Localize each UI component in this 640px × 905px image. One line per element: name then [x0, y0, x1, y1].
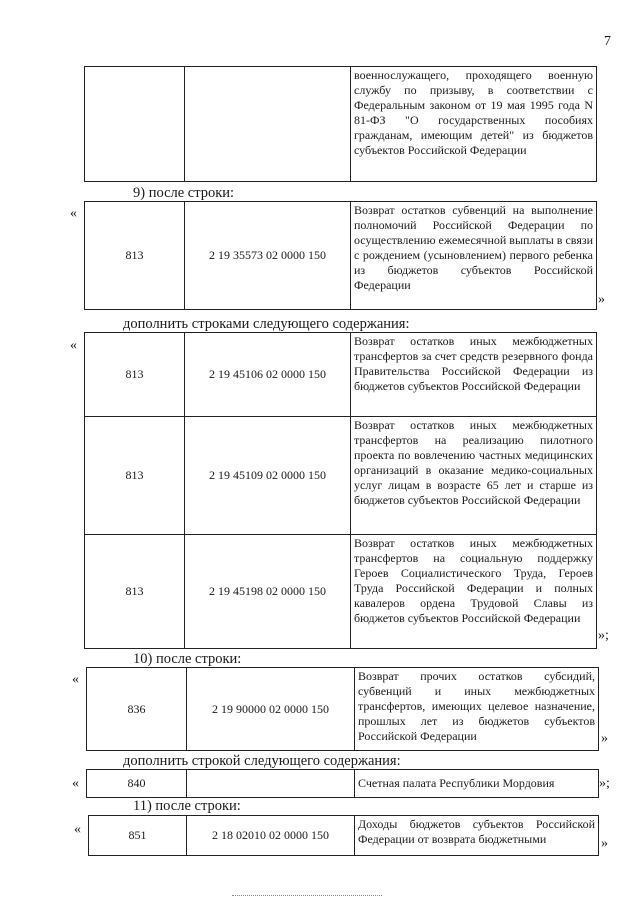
kbk-cell: 2 19 45106 02 0000 150: [185, 333, 351, 417]
table-row: [85, 202, 597, 310]
close-quote: »;: [599, 776, 610, 791]
section-11-table: [88, 815, 599, 856]
open-quote: «: [70, 206, 77, 221]
code-cell: [85, 67, 185, 182]
description-cell: военнослужащего, проходящего военную службу по призыву, в соответствии с Федеральным законом от 19 мая 1995 года N 81-ФЗ "О государственных пособиях гражданам, имеющим детей" из бюджетов субъектов Российской Федерации: [351, 67, 597, 182]
open-quote: «: [74, 822, 81, 837]
close-quote: »: [601, 836, 608, 851]
bottom-dotted-line: [232, 895, 382, 896]
table-row: [85, 67, 597, 182]
description-cell: Возврат остатков иных межбюджетных трансфертов на социальную поддержку Героев Социалистического Труда, Героев Труда Российской Федерации и полных кавалеров ордена Трудовой Славы из бюджетов субъектов Российской Федерации: [351, 535, 597, 649]
page-number: 7: [604, 34, 611, 49]
section-10-heading: 10) после строки:: [133, 651, 242, 667]
section-11-heading: 11) после строки:: [133, 798, 241, 814]
kbk-cell: 2 18 02010 02 0000 150: [187, 816, 355, 856]
kbk-cell: 2 19 35573 02 0000 150: [185, 202, 351, 310]
code-cell: 840: [87, 770, 187, 798]
continuation-table: [84, 66, 597, 182]
description-cell: Доходы бюджетов субъектов Российской Федерации от возврата бюджетными: [355, 816, 599, 856]
kbk-cell: [187, 770, 355, 798]
open-quote: «: [72, 776, 79, 791]
description-cell: Возврат остатков иных межбюджетных трансфертов за счет средств резервного фонда Правительства Российской Федерации из бюджетов субъектов Российской Федерации: [351, 333, 597, 417]
open-quote: «: [72, 672, 79, 687]
description-cell: Возврат остатков иных межбюджетных трансфертов на реализацию пилотного проекта по вовлечению частных медицинских организаций в оказание медико-социальных услуг лицам в возрасте 65 лет и старше из бюджетов субъектов Российской Федерации: [351, 417, 597, 535]
close-quote: »: [601, 731, 608, 746]
kbk-cell: 2 19 45109 02 0000 150: [185, 417, 351, 535]
code-cell: 813: [85, 417, 185, 535]
kbk-cell: 2 19 45198 02 0000 150: [185, 535, 351, 649]
add-rows-table: [84, 332, 597, 649]
open-quote: «: [70, 338, 77, 353]
description-cell: Возврат прочих остатков субсидий, субвенций и иных межбюджетных трансфертов, имеющих целевое назначение, прошлых лет из бюджетов субъектов Российской Федерации: [355, 668, 599, 751]
section-9-heading: 9) после строки:: [133, 185, 235, 201]
close-quote: »: [598, 292, 605, 307]
description-cell: Счетная палата Республики Мордовия: [355, 770, 599, 798]
table-row: [85, 333, 597, 417]
table-row: [85, 417, 597, 535]
add-row-table: [86, 769, 599, 798]
table-row: [85, 535, 597, 649]
description-cell: Возврат остатков субвенций на выполнение полномочий Российской Федерации по осуществлению ежемесячной выплаты в связи с рождением (усыновлением) первого ребенка из бюджетов субъектов Российской Федерации: [351, 202, 597, 310]
kbk-cell: 2 19 90000 02 0000 150: [187, 668, 355, 751]
code-cell: 836: [87, 668, 187, 751]
add-rows-heading: дополнить строками следующего содержания:: [123, 316, 410, 332]
code-cell: 813: [85, 333, 185, 417]
code-cell: 813: [85, 202, 185, 310]
section-9-table: [84, 201, 597, 310]
section-10-table: [86, 667, 599, 751]
table-row: [87, 770, 599, 798]
add-row-heading: дополнить строкой следующего содержания:: [123, 753, 401, 769]
kbk-cell: [185, 67, 351, 182]
code-cell: 813: [85, 535, 185, 649]
code-cell: 851: [89, 816, 187, 856]
table-row: [89, 816, 599, 856]
table-row: [87, 668, 599, 751]
close-quote: »;: [598, 628, 609, 643]
